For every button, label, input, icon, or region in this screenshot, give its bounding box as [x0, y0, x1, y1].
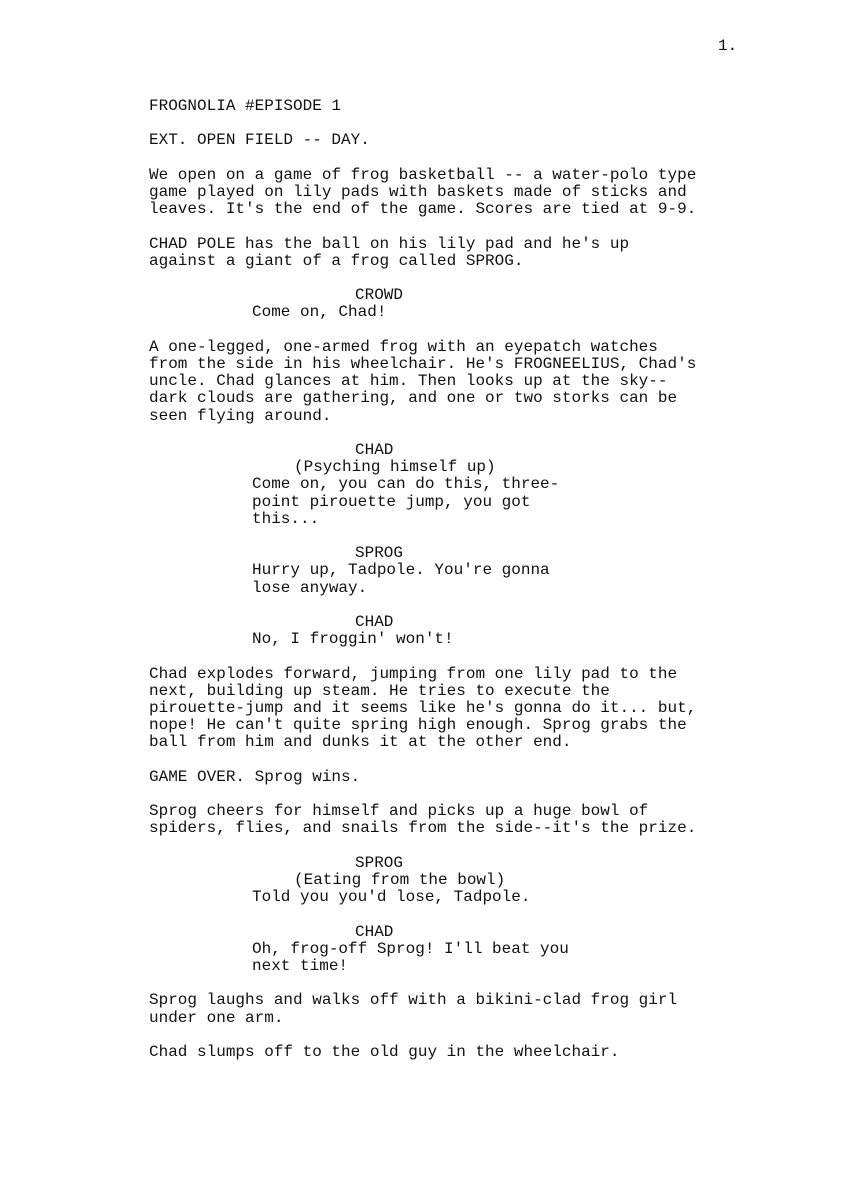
dialogue-line: Hurry up, Tadpole. You're gonna [252, 561, 550, 580]
parenthetical: (Eating from the bowl) [294, 870, 506, 889]
action-line: under one arm. [149, 1008, 284, 1027]
script-body [149, 98, 749, 1078]
action-line: dark clouds are gathering, and one or two storks can be [149, 389, 678, 408]
dialogue-block [149, 287, 749, 321]
action-line: Sprog cheers for himself and picks up a huge bowl of [149, 802, 649, 821]
dialogue-block [149, 442, 749, 528]
action-line: spiders, flies, and snails from the side--it's the prize. [149, 819, 697, 838]
dialogue-line: Oh, frog-off Sprog! I'll beat you [252, 939, 569, 958]
character-name: CHAD [355, 440, 394, 459]
action-paragraph [149, 769, 749, 786]
dialogue-line: lose anyway. [252, 578, 368, 597]
action-line: from the side in his wheelchair. He's FROGNEELIUS, Chad's [149, 354, 697, 373]
action-line: next, building up steam. He tries to execute the [149, 681, 610, 700]
dialogue-block [149, 924, 749, 976]
script-blocks [149, 167, 749, 1061]
action-paragraph [149, 167, 749, 219]
character-name: CHAD [355, 612, 394, 631]
action-line: Sprog laughs and walks off with a bikini-clad frog girl [149, 991, 678, 1010]
action-line: A one-legged, one-armed frog with an eyepatch watches [149, 337, 658, 356]
dialogue-block [149, 545, 749, 597]
character-name: CHAD [355, 922, 394, 941]
action-paragraph [149, 1044, 749, 1061]
dialogue-line: No, I froggin' won't! [252, 630, 454, 649]
dialogue-line: point pirouette jump, you got [252, 492, 531, 511]
action-line: against a giant of a frog called SPROG. [149, 251, 524, 270]
dialogue-line: Come on, Chad! [252, 303, 387, 322]
action-line: We open on a game of frog basketball -- a water-polo type [149, 165, 697, 184]
character-name: SPROG [355, 853, 404, 872]
dialogue-line: this... [252, 509, 320, 528]
dialogue-line: next time! [252, 956, 349, 975]
action-paragraph [149, 992, 749, 1026]
character-name: SPROG [355, 544, 404, 563]
action-paragraph [149, 803, 749, 837]
action-line: GAME OVER. Sprog wins. [149, 767, 361, 786]
page-number: 1. [718, 37, 738, 55]
action-line: seen flying around. [149, 406, 332, 425]
parenthetical: (Psyching himself up) [294, 458, 496, 477]
character-name: CROWD [355, 286, 404, 305]
dialogue-block [149, 614, 749, 648]
dialogue-block [149, 855, 749, 907]
action-line: ball from him and dunks it at the other end. [149, 733, 572, 752]
action-paragraph [149, 236, 749, 270]
action-line: pirouette-jump and it seems like he's gonna do it... but, [149, 698, 697, 717]
action-line: nope! He can't quite spring high enough. Sprog grabs the [149, 716, 687, 735]
action-line: game played on lily pads with baskets made of sticks and [149, 182, 687, 201]
action-line: uncle. Chad glances at him. Then looks up at the sky-- [149, 372, 668, 391]
action-paragraph [149, 666, 749, 752]
dialogue-line: Told you you'd lose, Tadpole. [252, 888, 531, 907]
action-line: leaves. It's the end of the game. Scores are tied at 9-9. [149, 200, 697, 219]
action-line: CHAD POLE has the ball on his lily pad and he's up [149, 234, 630, 253]
dialogue-line: Come on, you can do this, three- [252, 475, 560, 494]
action-line: Chad slumps off to the old guy in the wheelchair. [149, 1042, 620, 1061]
scene-heading: EXT. OPEN FIELD -- DAY. [149, 131, 370, 150]
action-line: Chad explodes forward, jumping from one lily pad to the [149, 664, 678, 683]
episode-title: FROGNOLIA #EPISODE 1 [149, 97, 342, 115]
action-paragraph [149, 339, 749, 425]
